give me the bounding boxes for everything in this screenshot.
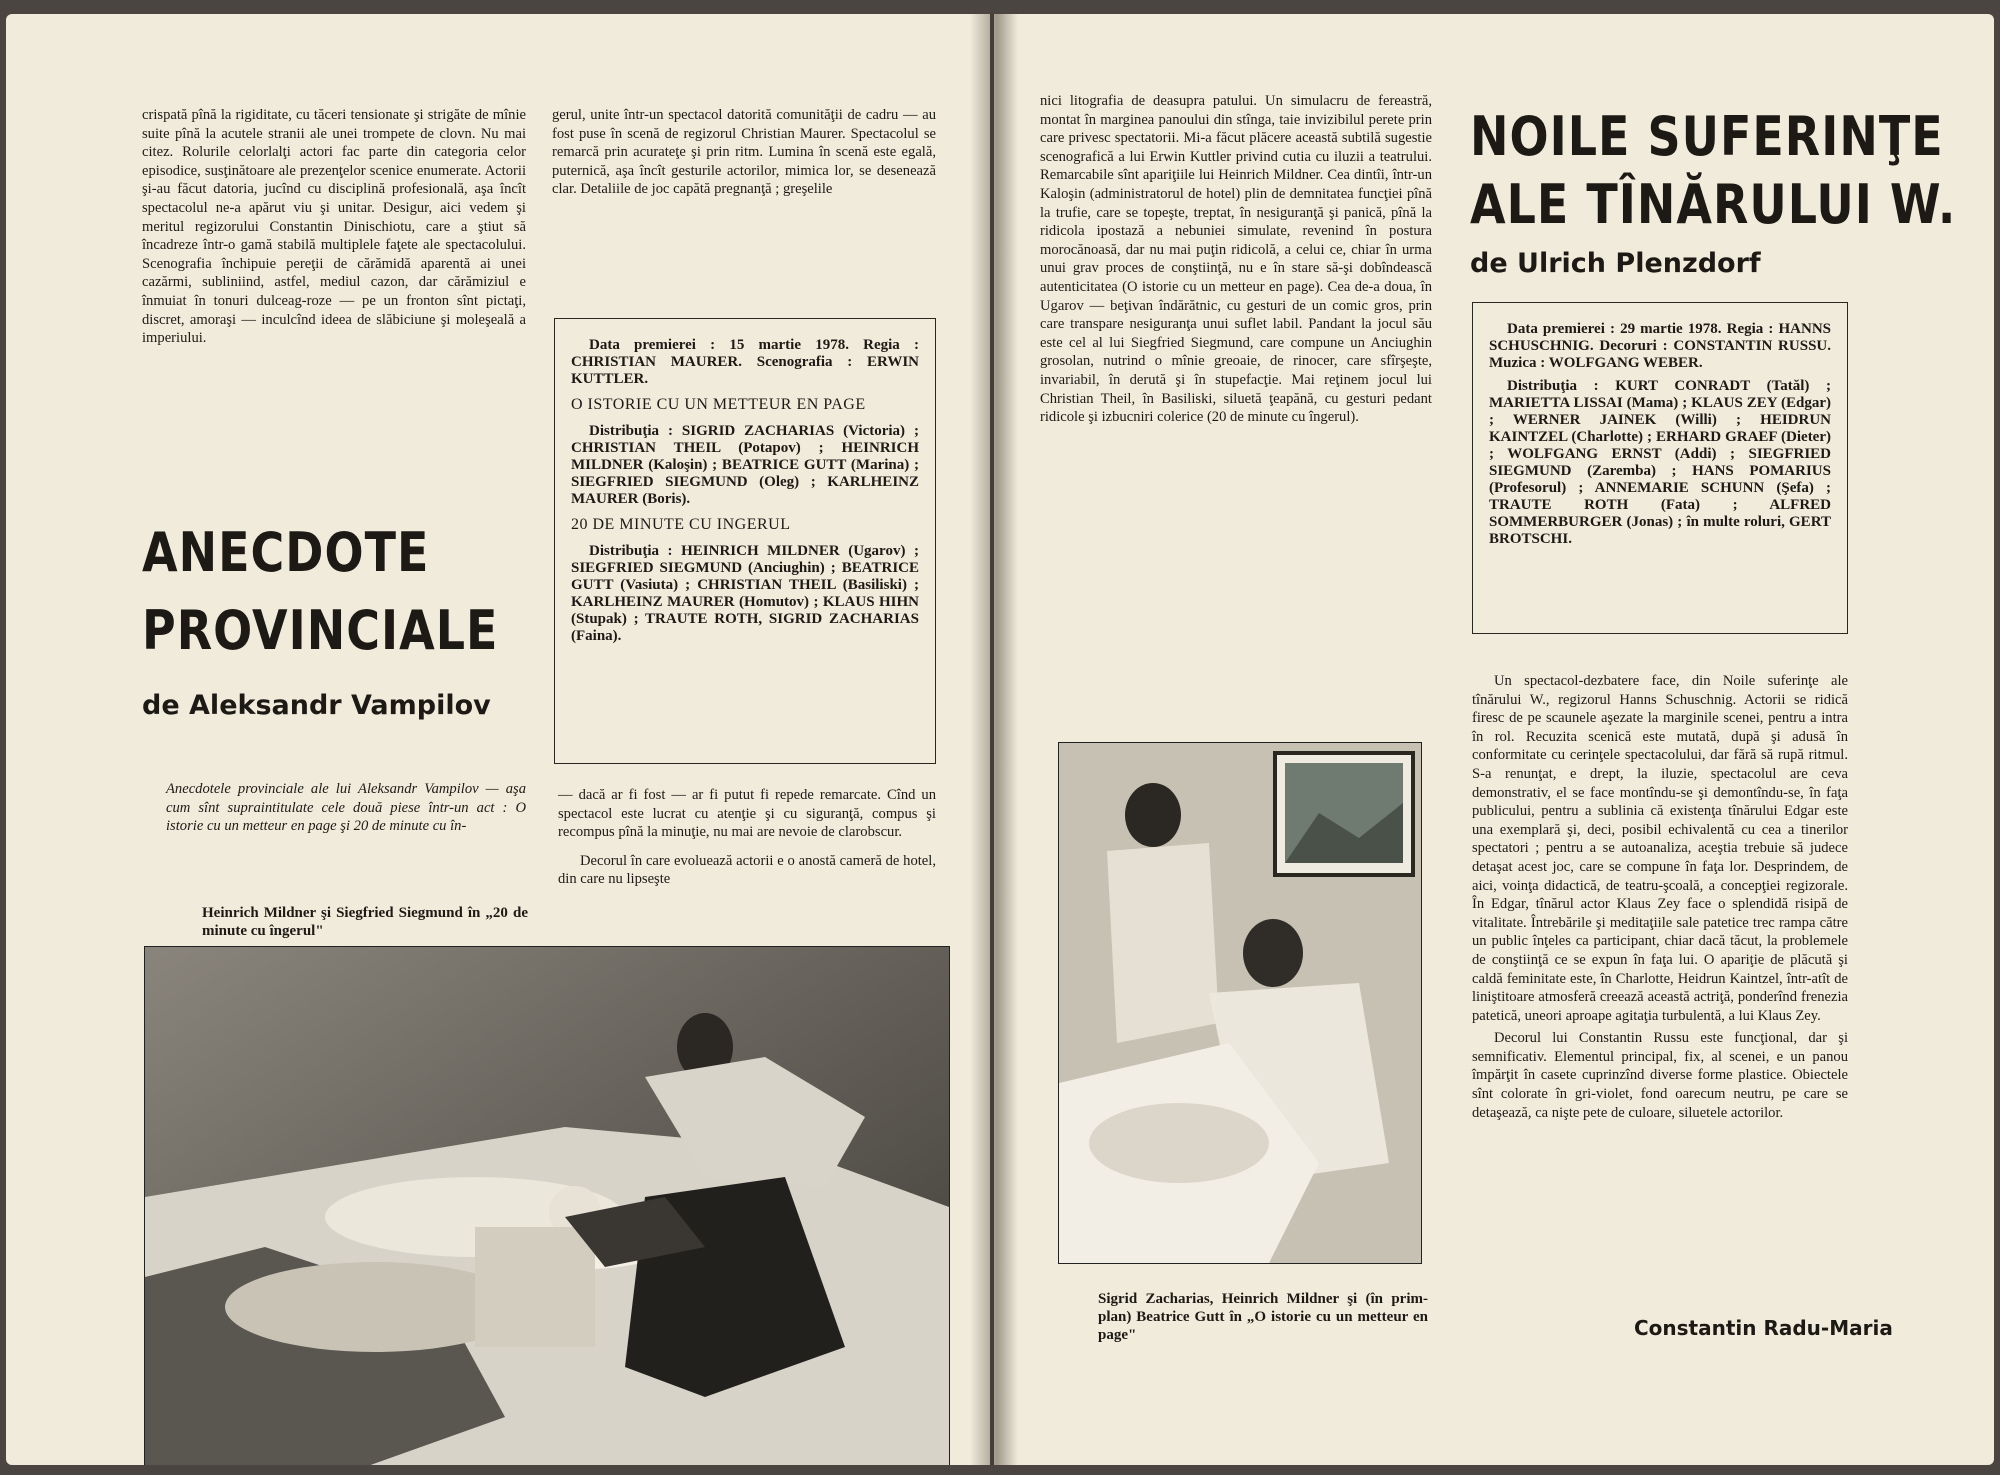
intro-text-continued: — dacă ar fi fost — ar fi putut fi repede remarcate. Cînd un spectacol este lucrat cu atenţie şi cu siguranţă, compus şi recompus pînă la minuţie, nu mai are nevoie de clarobscur. (558, 787, 936, 841)
paragraph: nici litografia de deasupra patului. Un simulacru de fereastră, montat în marginea panoului din stînga, taie invizibilul perete prin care privesc spectatorii. Mi-a făcut plăcere această subtilă sugestie scenografică a lui Erwin Kuttler privind cutia cu iluzii a teatrului. Remarcabile sînt apariţiile lui Heinrich Mildner. Cea dintîi, într-un Kaloşin (administratorul de hotel) plin de demnitatea funcţiei pînă la trufie, care se topeşte, treptat, în nesiguranţă şi panică, pînă la ridicola ipostază a nebuniei simulate, revenind în postura morocănoasă, dar nu mai puţin ridicolă, a celui ce, chiar în urma unui grav proces de conştiinţă, nu e în stare să-şi dobîndească autenticitatea (O istorie cu un metteur en page). Cea de-a doua, în Ugarov — beţivan îndărătnic, cu gesturi de un comic gros, prin care transpare nesiguranţa unui suflet labil. Pandant la jocul său este cel al lui Siegfried Siegmund, care compune un Anciughin grosolan, nutrind o mînie greoaie, de rinocer, care sfîrşeşte, invariabil, în derută şi în stupefacţie. Mai reţinem jocul lui Christian Theil, în Basiliski, siluetă ţeapănă, cu gesturi pedant ridicole şi izbucniri colerice (20 de minute cu îngerul). (1040, 93, 1432, 426)
play-title-2: 20 DE MINUTE CU INGERUL (571, 516, 791, 533)
left-page (6, 14, 990, 1465)
intro-column-2 (558, 786, 936, 893)
paragraph: crispată pînă la rigiditate, cu tăceri tensionate şi strigăte de mînie suite pînă la acutele stranii ale unei trompete de clovn. Nu mai citez. Rolurile celorlalţi actori fac parte din categoria celor episodice, susţinătoare ale prezenţelor scenice enumerate. Actorii şi-au făcut datoria, jucînd cu disciplină profesională, aşa încît spectacolul ne-a apărut viu şi unitar. Desigur, aici vedem şi meritul regizorului Constantin Dinischiotu, care a ştiut să încadreze într-o gamă stabilă multiplele faţete ale spectacolului. Scenografia închipuie pereţii de cărămidă aparentă ai unei cazărmi, subliniind, astfel, mediul cazon, dar cărămiziul e înmuiat în tonuri dulceag-roze — pe un fronton sînt pictaţi, discret, amoraşi — inculcînd ideea de slăbiciune şi moleşeală a imperiului. (142, 107, 526, 347)
credits-premiere: Data premierei : 15 martie 1978. Regia : CHRISTIAN MAURER. Scenografia : ERWIN KUTTLER. (571, 337, 919, 387)
left-column-2 (552, 106, 936, 203)
stage-photo (1058, 742, 1422, 1264)
article-title-line-2: ALE TÎNĂRULUI W. (1470, 172, 1957, 237)
photo-caption: Sigrid Zacharias, Heinrich Mildner şi (în prim-plan) Beatrice Gutt în „O istorie cu un metteur en page" (1098, 1291, 1428, 1343)
stage-photo (144, 946, 950, 1465)
stage-photo-image (1059, 743, 1421, 1263)
cast-list: Distribuţia : KURT CONRADT (Tatăl) ; MARIETTA LISSAI (Mama) ; KLAUS ZEY (Edgar) ; WERNER JAINEK (Willi) ; HEIDRUN KAINTZEL (Charlotte) ; ERHARD GRAEF (Dieter) ; WOLFGANG ERNST (Addi) ; SIEGFRIED SIEGMUND (Zaremba) ; HANS POMARIUS (Profesorul) ; ANNEMARIE SCHUNN (Şefa) ; TRAUTE ROTH (Fata) ; ALFRED SOMMERBURGER (Jonas) ; în multe roluri, GERT BROTSCHI. (1489, 378, 1831, 547)
cast-list-1: Distribuţia : SIGRID ZACHARIAS (Victoria) ; CHRISTIAN THEIL (Potapov) ; HEINRICH MILDNER (Kaloşin) ; BEATRICE GUTT (Marina) ; SIEGFRIED SIEGMUND (Oleg) ; KARLHEINZ MAURER (Boris). (571, 423, 919, 507)
article-title-line-1: NOILE SUFERINŢE (1470, 104, 1944, 169)
intro-column-1 (166, 780, 526, 840)
left-column-1 (142, 106, 526, 352)
photo-caption: Heinrich Mildner şi Siegfried Siegmund în „20 de minute cu îngerul" (202, 905, 528, 939)
article-title-line-1: ANECDOTE (142, 520, 430, 585)
author-signature: Constantin Radu-Maria (1634, 1316, 1893, 1340)
article-title-line-2: PROVINCIALE (142, 598, 499, 663)
right-column-1 (1040, 92, 1432, 431)
credits-box (1472, 302, 1848, 634)
paragraph: gerul, unite într-un spectacol datorită comunităţii de cadru — au fost puse în scenă de regizorul Christian Maurer. Spectacolul se remarcă prin acurateţe şi prin ritm. Lumina în scenă este egală, puternică, aşa încît gesturile actorilor, mimica lor, se desenează clar. Detaliile de joc capătă pregnanţă ; greşelile (552, 107, 936, 198)
credits-box (554, 318, 936, 764)
cast-list-2: Distribuţia : HEINRICH MILDNER (Ugarov) ; SIEGFRIED SIEGMUND (Anciughin) ; BEATRICE GUTT (Vasiuta) ; CHRISTIAN THEIL (Basiliski) ; KARLHEINZ MAURER (Homutov) ; KLAUS HIHN (Stupak) ; TRAUTE ROTH, SIGRID ZACHARIAS (Faina). (571, 543, 919, 644)
play-title-1: O ISTORIE CU UN METTEUR EN PAGE (571, 396, 866, 413)
credits-premiere: Data premierei : 29 martie 1978. Regia : HANNS SCHUSCHNIG. Decoruri : CONSTANTIN RUSSU. Muzica : WOLFGANG WEBER. (1489, 321, 1831, 371)
paragraph: Un spectacol-dezbatere face, din Noile suferinţe ale tînărului W., regizorul Hanns Schuschnig. Actorii se ridică firesc de pe scaunele aşezate la marginile scenei, pentru a intra în rol. Recuzita scenică este mutată, după şi adusă în conformitate cu cerinţele spectacolului, dar fără să rupă ritmul. S-a renunţat, e drept, la iluzie, spectacolul are ceva demonstrativ, el se face montîndu-se şi demontîndu-se, în faţa publicului, pentru a sublinia că existenţa tînărului Edgar este una exemplară şi, deci, posibil echivalentă cu cea a tinerilor spectatori ; pentru a se autoanaliza, aceştia trebuie să judece detaşat acest joc, care se compune în faţa lor. Desprindem, de aici, voinţa didactică, de teatru-şcoală, a concepţiei regizorale. În Edgar, tînărul actor Klaus Zey face o splendidă risipă de vitalitate. Întrebările şi meditaţiile sale patetice trec rampa către un public înţeles ca participant, chiar dacă tăcut, la problemele de conştiinţă ce se expun în faţa lui. O apariţie de plăcută şi caldă feminitate este, în Charlotte, Heidrun Kaintzel, într-atît de liniştitoare atmosferă creează această actriţă, ponderînd frenezia patetică, uneori aproape agitaţia turbulentă, a lui Klaus Zey. (1472, 673, 1848, 1024)
intro-text: Anecdotele provinciale ale lui Aleksandr Vampilov — aşa cum sînt supraintitulate cele două piese într-un act : O istorie cu un metteur en page şi 20 de minute cu în- (166, 781, 526, 835)
stage-photo-image (145, 947, 949, 1465)
intro-text-decor: Decorul în care evoluează actorii e o anostă cameră de hotel, din care nu lipseşte (558, 852, 936, 888)
right-column-2 (1472, 672, 1848, 1126)
paragraph: Decorul lui Constantin Russu este funcţional, dar şi semnificativ. Elementul principal, fix, al scenei, e un panou împărţit în casete cuprinzînd diverse forme plastice. Obiectele sînt colorate în gri-violet, fond oarecum neutru, pe care se detaşează, ca nişte pete de culoare, siluetele actorilor. (1472, 1030, 1848, 1121)
article-byline: de Ulrich Plenzdorf (1470, 248, 1761, 279)
right-page (994, 14, 1994, 1465)
article-byline: de Aleksandr Vampilov (142, 690, 491, 721)
